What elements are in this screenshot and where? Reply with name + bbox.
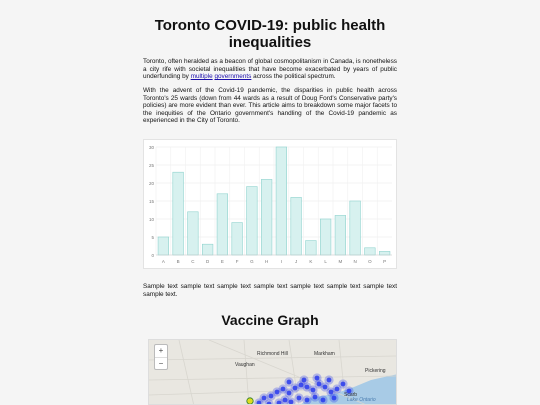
x-tick-label: C [191, 259, 195, 264]
intro-text-after: across the political spectrum. [251, 73, 336, 81]
x-tick-label: M [338, 259, 343, 264]
heat-point [341, 382, 346, 387]
heat-point [281, 387, 286, 392]
heat-point [287, 391, 292, 396]
map-label-markham: Markham [314, 351, 335, 357]
x-tick-label: O [368, 259, 372, 264]
y-tick-label: 10 [148, 216, 154, 222]
x-tick-label: I [280, 259, 283, 264]
x-tick-label: H [265, 259, 269, 264]
bar-i [276, 147, 287, 255]
vaccine-heatmap-layer [149, 340, 397, 405]
x-tick-label: P [383, 259, 387, 264]
bar-a [158, 237, 169, 255]
map-label-lake: Lake Ontario [347, 397, 376, 403]
bar-m [335, 215, 346, 255]
bar-b [173, 172, 184, 255]
bar-k [306, 241, 317, 255]
map-label-vaughan: Vaughan [235, 362, 255, 368]
heat-point [287, 380, 292, 385]
intro-text-before: Toronto, often heralded as a beacon of global cosmopolitanism in Canada, is nonetheless a city rife with societal inequalities that have become exacerbated by years of public underfunding by [143, 58, 397, 81]
bar-j [291, 197, 302, 255]
heat-point [332, 396, 337, 401]
y-tick-label: 25 [148, 162, 154, 168]
heat-point [313, 395, 318, 400]
bar-p [379, 251, 390, 255]
map-label-pickering: Pickering [365, 368, 386, 374]
bar-c [188, 212, 199, 255]
x-tick-label: B [176, 259, 180, 264]
bar-e [217, 194, 228, 255]
bar-h [261, 179, 272, 255]
sample-text-paragraph: Sample text sample text sample text sample text sample text sample text sample text sample text. [143, 283, 397, 298]
bar-o [365, 248, 376, 255]
map-road [149, 376, 397, 380]
map-label-richmond-hill: Richmond Hill [257, 351, 288, 357]
heat-hotspot [247, 398, 253, 404]
heat-point [311, 388, 316, 393]
heat-point [323, 385, 328, 390]
bar-l [320, 219, 331, 255]
x-tick-label: K [309, 259, 313, 264]
y-tick-label: 0 [151, 252, 154, 258]
bar-g [247, 187, 258, 255]
heat-point [321, 398, 326, 403]
map-road [179, 340, 194, 405]
x-tick-label: F [235, 259, 239, 264]
x-tick-label: L [324, 259, 327, 264]
y-tick-label: 30 [148, 144, 154, 150]
bar-chart-svg [144, 140, 398, 270]
zoom-in-button[interactable]: + [158, 346, 164, 355]
bar-d [202, 244, 213, 255]
bar-chart [143, 139, 397, 269]
x-tick-label: J [295, 259, 298, 264]
heat-point [289, 400, 294, 405]
heat-point [335, 387, 340, 392]
governments-link[interactable]: governments [214, 73, 252, 81]
y-tick-label: 20 [148, 180, 154, 186]
heat-point [269, 394, 274, 399]
map-road [244, 340, 249, 405]
y-tick-label: 15 [148, 198, 154, 204]
zoom-control [154, 344, 168, 370]
heat-point [327, 378, 332, 383]
heat-point [297, 396, 302, 401]
heat-point [302, 378, 307, 383]
zoom-out-button[interactable]: − [155, 357, 167, 370]
pandemic-paragraph: With the advent of the Covid-19 pandemic, the disparities in public health across Toronto's 25 wards (down from 44 wards as a result of Doug Ford's Conservative party's policies) are more evident than ever. This article aims to breakdown some major facets to the inequities of the Ontario government's handling of the Covid-19 pandemic as experienced in the City of Toronto. [143, 87, 397, 125]
multiple-link[interactable]: multiple [190, 73, 213, 81]
x-tick-label: D [206, 259, 210, 264]
x-tick-label: E [220, 259, 224, 264]
heat-point [262, 396, 267, 401]
x-tick-label: A [161, 259, 165, 264]
bar-f [232, 223, 243, 255]
bar-n [350, 201, 361, 255]
heat-point [315, 376, 320, 381]
vaccine-map[interactable] [148, 339, 397, 405]
x-tick-label: G [250, 259, 254, 264]
intro-paragraph [143, 58, 397, 81]
heat-point [305, 398, 310, 403]
map-label-scarborough: Scarb [344, 392, 358, 398]
page-title: Toronto COVID-19: public health inequalities [154, 17, 386, 51]
x-tick-label: N [353, 259, 357, 264]
vaccine-graph-heading: Vaccine Graph [221, 312, 319, 328]
y-tick-label: 5 [151, 234, 154, 240]
